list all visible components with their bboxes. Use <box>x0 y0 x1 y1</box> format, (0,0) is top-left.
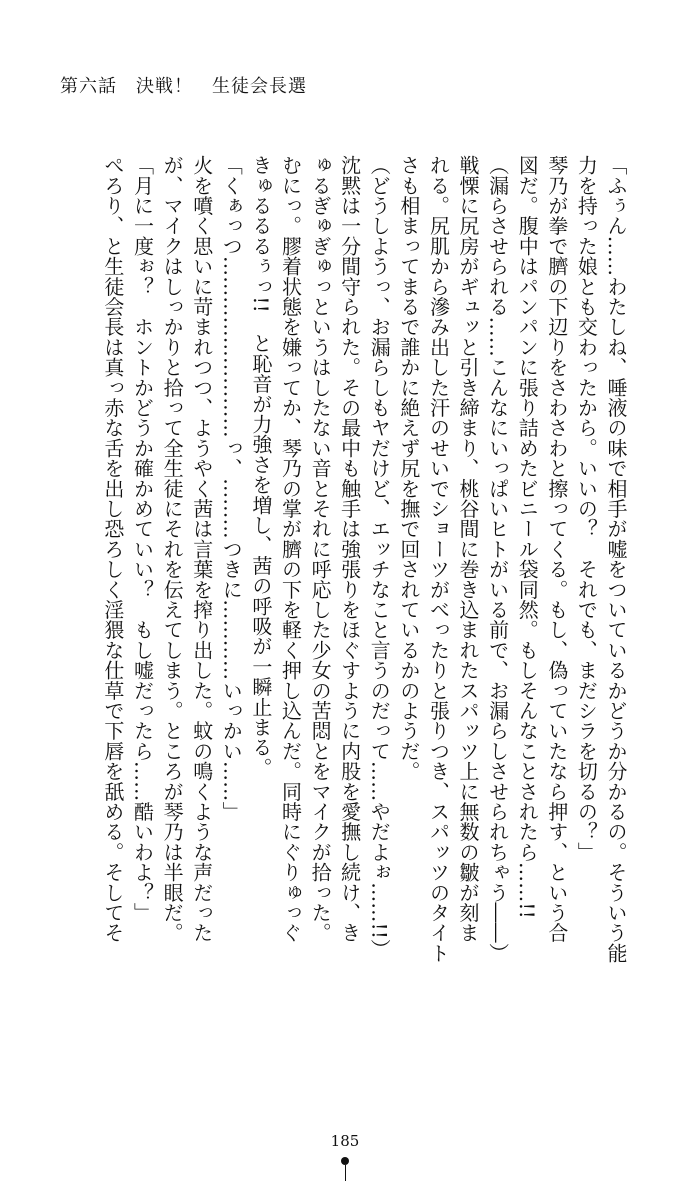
text-line: 「くぁっつ………………………っ、………つきに…………いっかい……」 <box>219 155 244 822</box>
running-header: 第六話 決戦！ 生徒会長選 <box>60 76 307 97</box>
text-line: むにっ。膠着状態を嫌ってか、琴乃の掌が臍の下を軽く押し込んだ。同時にぐりゅっぐ <box>278 155 303 943</box>
text-line: 力を持った娘とも交わったから。いいの？ それでも、まだシラを切るの？」 <box>574 155 599 862</box>
text-line: 火を噴く思いに苛まれつつ、ようやく茜は言葉を搾り出した。蚊の鳴くような声だった <box>189 155 214 943</box>
text-line: きゅるるるぅっ!! と恥音が力強さを増し、茜の呼吸が一瞬止まる。 <box>248 155 273 778</box>
text-line: 「月に一度ぉ？ ホントかどうか確かめていい？ もし嘘だったら……酷いわよ？」 <box>130 155 155 923</box>
folio-dot-icon <box>341 1157 349 1165</box>
text-line: ゅるぎゅぎゅっというはしたない音とそれに呼応した少女の苦悶とをマイクが拾った。 <box>308 155 333 943</box>
body-text <box>97 155 630 970</box>
text-line: れる。尻肌から滲み出した汗のせいでショーツがべったりと張りつき、スパッツのタイト <box>426 155 451 963</box>
text-line: ぺろり、と生徒会長は真っ赤な舌を出し恐ろしく淫猥な仕草で下唇を舐める。そしてそ <box>100 155 125 943</box>
text-line: 「ふぅん……わたしね、唾液の味で相手が嘘をついているかどうか分かるの。そういう能 <box>604 155 628 963</box>
folio-stem-icon <box>345 1165 346 1181</box>
text-line: が、マイクはしっかりと拾って全生徒にそれを伝えてしまう。ところが琴乃は半眼だ。 <box>160 155 185 943</box>
text-line: 沈黙は一分間守られた。その最中も触手は強張りをほぐすように内股を愛撫し続け、き <box>337 155 362 943</box>
text-line: （漏らさせられる……こんなにいっぱいヒトがいる前で、お漏らしさせられちゃう――） <box>485 155 510 963</box>
text-line: 琴乃が拳で臍の下辺りをさわさわと擦ってくる。もし、偽っていたなら押す、という合 <box>544 155 569 943</box>
text-line: 戦慄に尻房がギュッと引き締まり、桃谷間に巻き込まれたスパッツ上に無数の皺が刻ま <box>456 155 481 943</box>
text-line: 図だ。腹中はパンパンに張り詰めたビニール袋同然。もしそんなことされたら……!! <box>515 155 540 919</box>
text-line: （どうしようっ、お漏らしもヤだけど、エッチなこと言うのだって……やだよぉ……!!） <box>367 155 392 960</box>
text-line: さも相まってまるで誰かに絶えず尻を撫で回されているかのようだ。 <box>396 155 421 782</box>
page-number: 185 <box>330 1132 360 1150</box>
